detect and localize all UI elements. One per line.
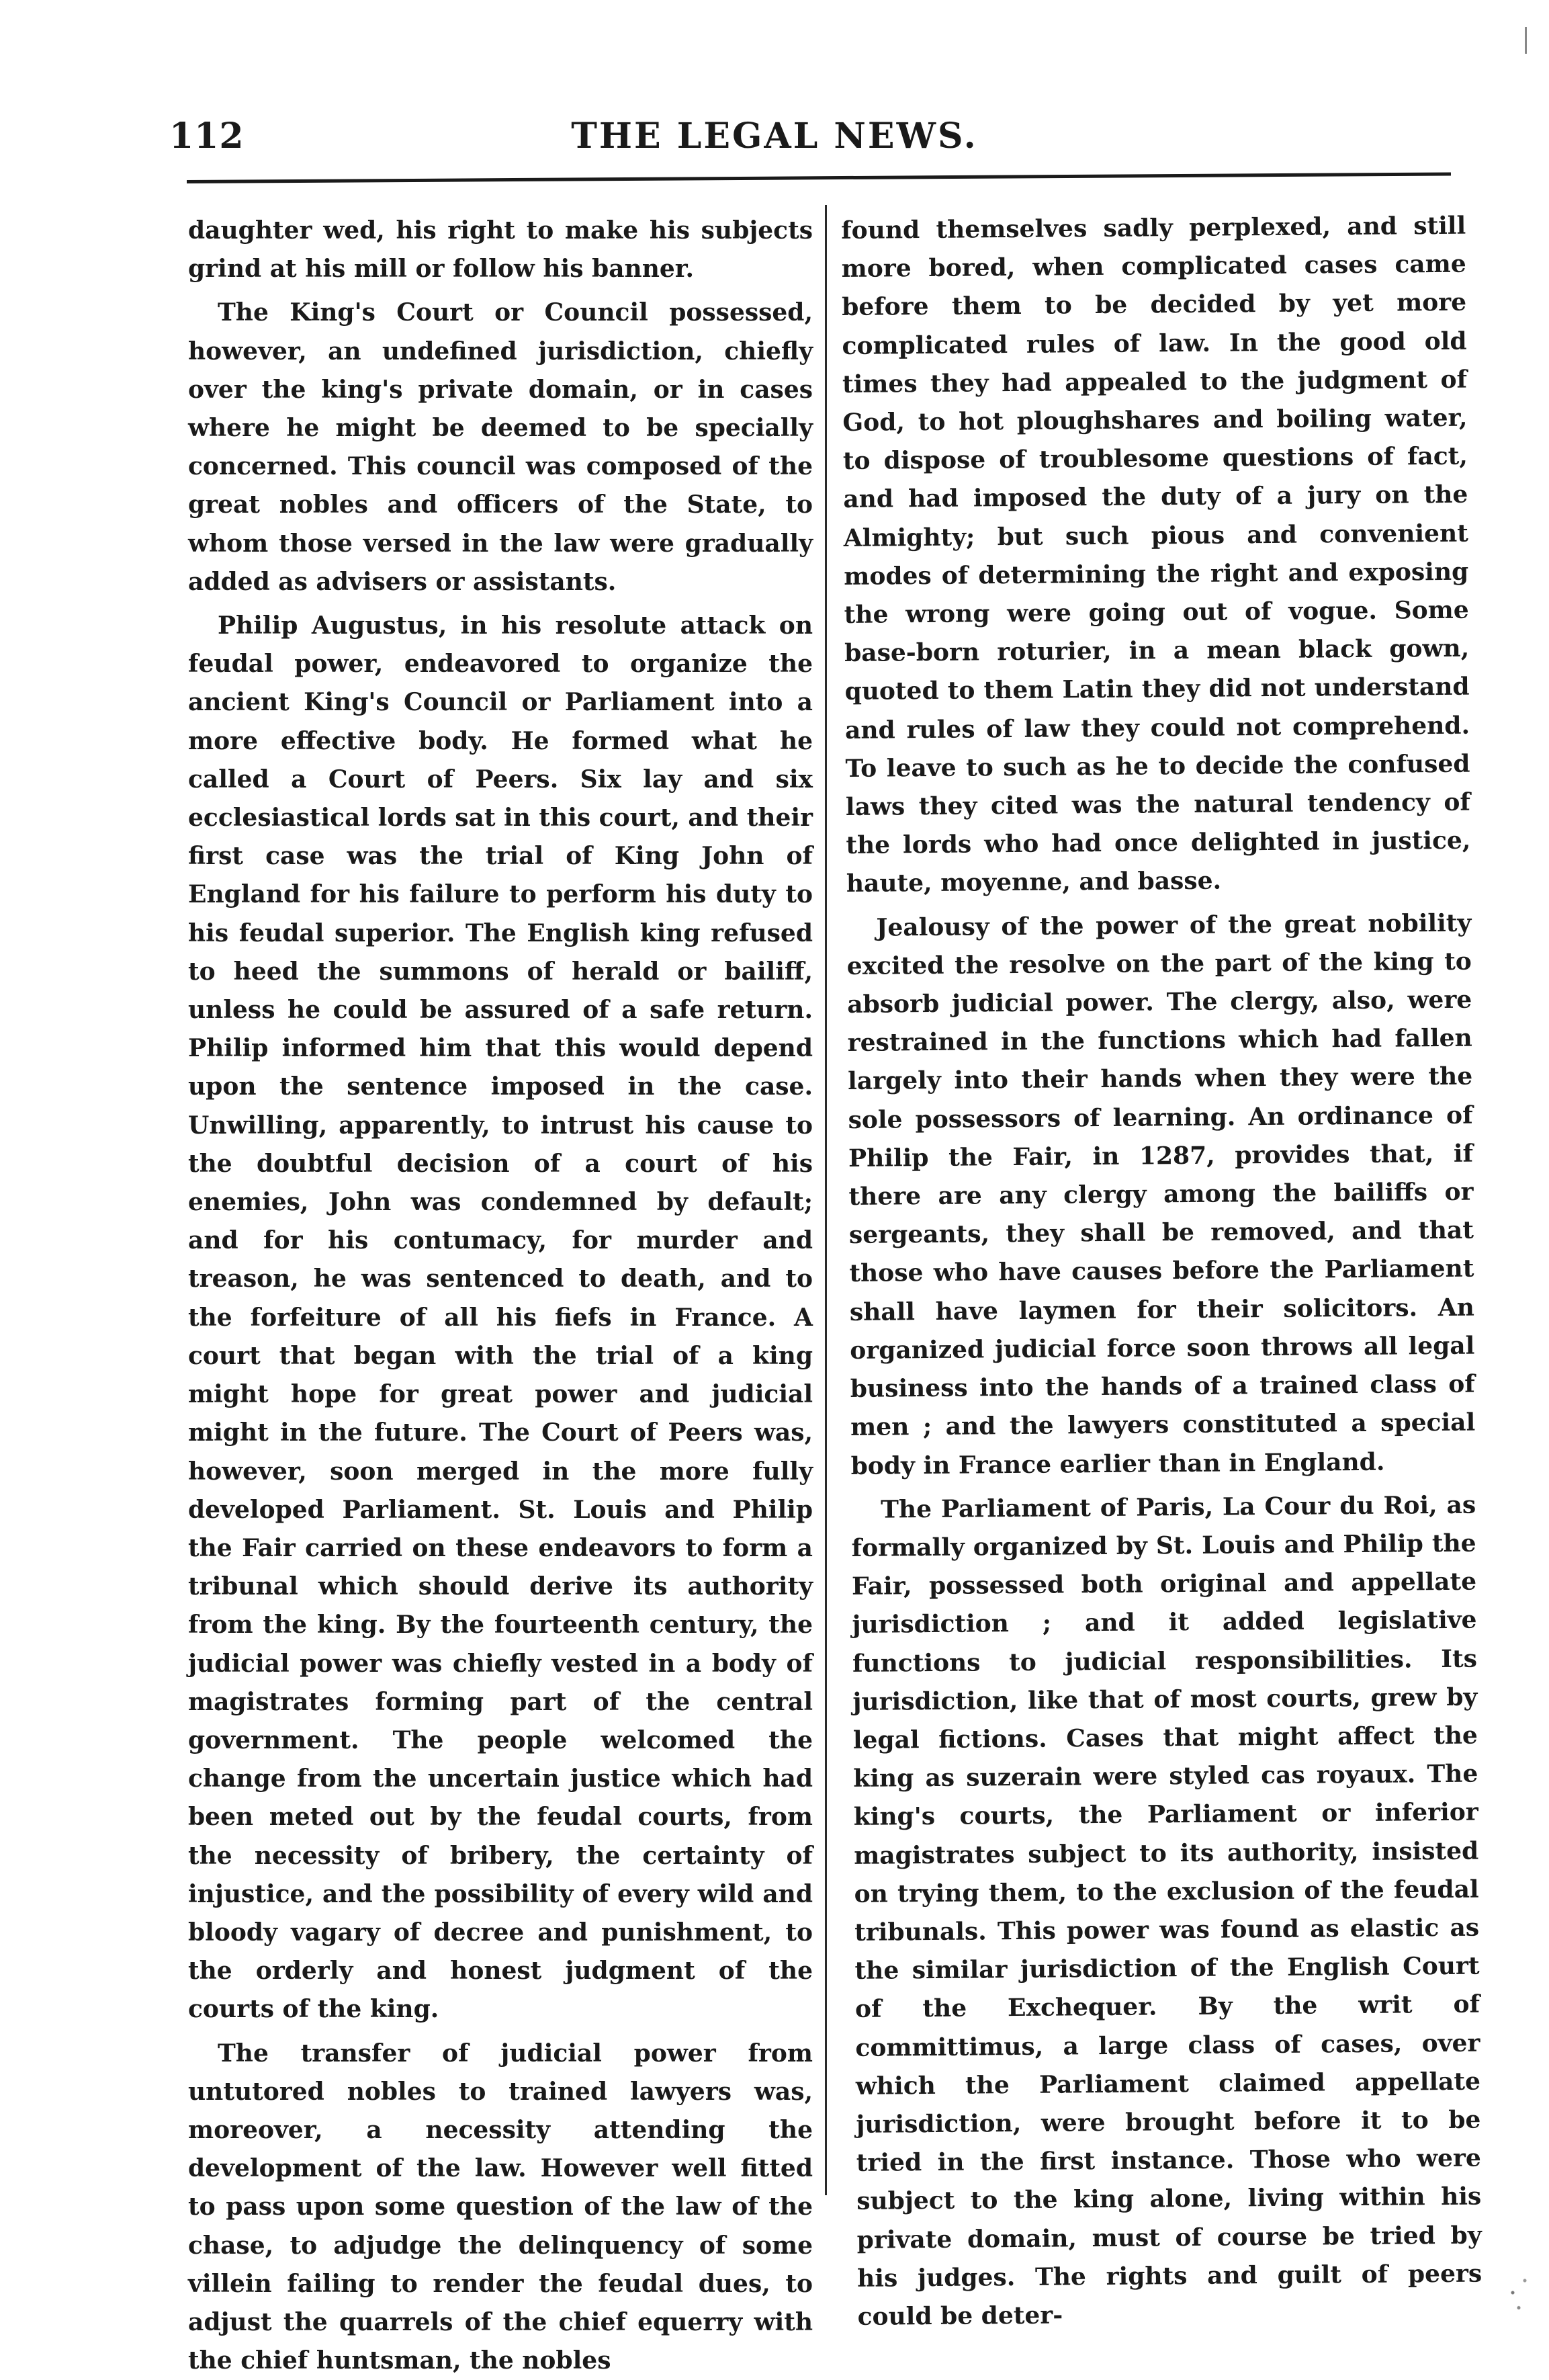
paragraph: daughter wed, his right to make his subjects grind at his mill or follow his banner. (188, 216, 813, 284)
left-column (188, 212, 813, 2380)
paragraph: The King's Court or Council possessed, however, an undefined jurisdiction, chiefly over the king's private domain, or in cases where he might be deemed to be specially concerned. This council was composed of the great nobles and officers of the State, to whom those versed in the law were gradually added as advisers or assistants. (188, 298, 813, 596)
corner-speck (1497, 2262, 1537, 2323)
paragraph: Philip Augustus, in his resolute attack on feudal power, endeavored to organize the ancient King's Council or Parliament into a more effective body. He formed what he called a Court of Peers. Six lay and six ecclesiastical lords sat in this court, and their first case was the trial of King John of England for his failure to perform his duty to his feudal superior. The English king refused to heed the summons of herald or bailiff, unless he could be assured of a safe return. Philip informed him that this would depend upon the sentence imposed in the case. Unwilling, apparently, to intrust his cause to the doubtful decision of a court of his enemies, John was condemned by default; and for his contumacy, for murder and treason, he was sentenced to death, and to the forfeiture of all his fiefs in France. A court that began with the trial of a king might hope for great power and judicial might in the future. The Court of Peers was, however, soon merged in the more fully developed Parliament. St. Louis and Philip the Fair carried on these endeavors to form a tribunal which should derive its authority from the king. By the fourteenth century, the judicial power was chiefly vested in a body of magistrates forming part of the central government. The people welcomed the change from the uncertain justice which had been meted out by the feudal courts, from the necessity of bribery, the certainty of injustice, and the possibility of every wild and bloody vagary of decree and punishment, to the orderly and honest judgment of the courts of the king. (188, 611, 813, 2024)
header-rule (187, 173, 1451, 183)
paragraph: The Parliament of Paris, La Cour du Roi, as formally organized by St. Louis and Philip the Fair, possessed both original and appellate jurisdiction ; and it added legislative functions to judicial responsibilities. Its jurisdiction, like that of most courts, grew by legal fictions. Cases that might affect the king as suzerain were styled cas royaux. The king's courts, the Parliament or inferior magistrates subject to its authority, insisted on trying them, to the exclusion of the feudal tribunals. This power was found as elastic as the similar jurisdiction of the English Court of the Exchequer. By the writ of committimus, a large class of cases, over which the Parliament claimed appellate jurisdiction, were brought before it to be tried in the first instance. Those who were subject to the king alone, living within his private domain, must of course be tried by his judges. The rights and guilt of peers could be deter- (851, 1490, 1482, 2331)
paragraph: The transfer of judicial power from untutored nobles to trained lawyers was, moreover, a necessity attending the development of the law. However well fitted to pass upon some question of the law of the chase, to adjudge the delinquency of some villein failing to render the feudal dues, to adjust the quarrels of the chief equerry with the chief huntsman, the nobles (188, 2039, 813, 2375)
column-divider (825, 205, 827, 2195)
edge-mark (1525, 27, 1527, 54)
page-number: 112 (169, 116, 245, 157)
running-title: THE LEGAL NEWS. (571, 116, 978, 157)
paragraph: found themselves sadly perplexed, and still more bored, when complicated cases came before them to be decided by yet more complicated rules of law. In the good old times they had appealed to the judgment of God, to hot ploughshares and boiling water, to dispose of troublesome questions of fact, and had imposed the duty of a jury on the Almighty; but such pious and convenient modes of determining the right and exposing the wrong were going out of vogue. Some base-born roturier, in a mean black gown, quoted to them Latin they did not understand and rules of law they could not comprehend. To leave to such as he to decide the confused laws they cited was the natural tendency of the lords who had once delighted in justice, haute, moyenne, and basse. (841, 211, 1471, 898)
right-column (841, 207, 1482, 2336)
paragraph: Jealousy of the power of the great nobility excited the resolve on the part of the king to absorb judicial power. The clergy, also, were restrained in the functions which had fallen largely into their hands when they were the sole possessors of learning. An ordinance of Philip the Fair, in 1287, provides that, if there are any clergy among the bailiffs or sergeants, they shall be removed, and that those who have causes before the Parliament shall have laymen for their solicitors. An organized judicial force soon throws all legal business into the hands of a trained class of men ; and the lawyers constituted a special body in France earlier than in England. (846, 908, 1476, 1480)
